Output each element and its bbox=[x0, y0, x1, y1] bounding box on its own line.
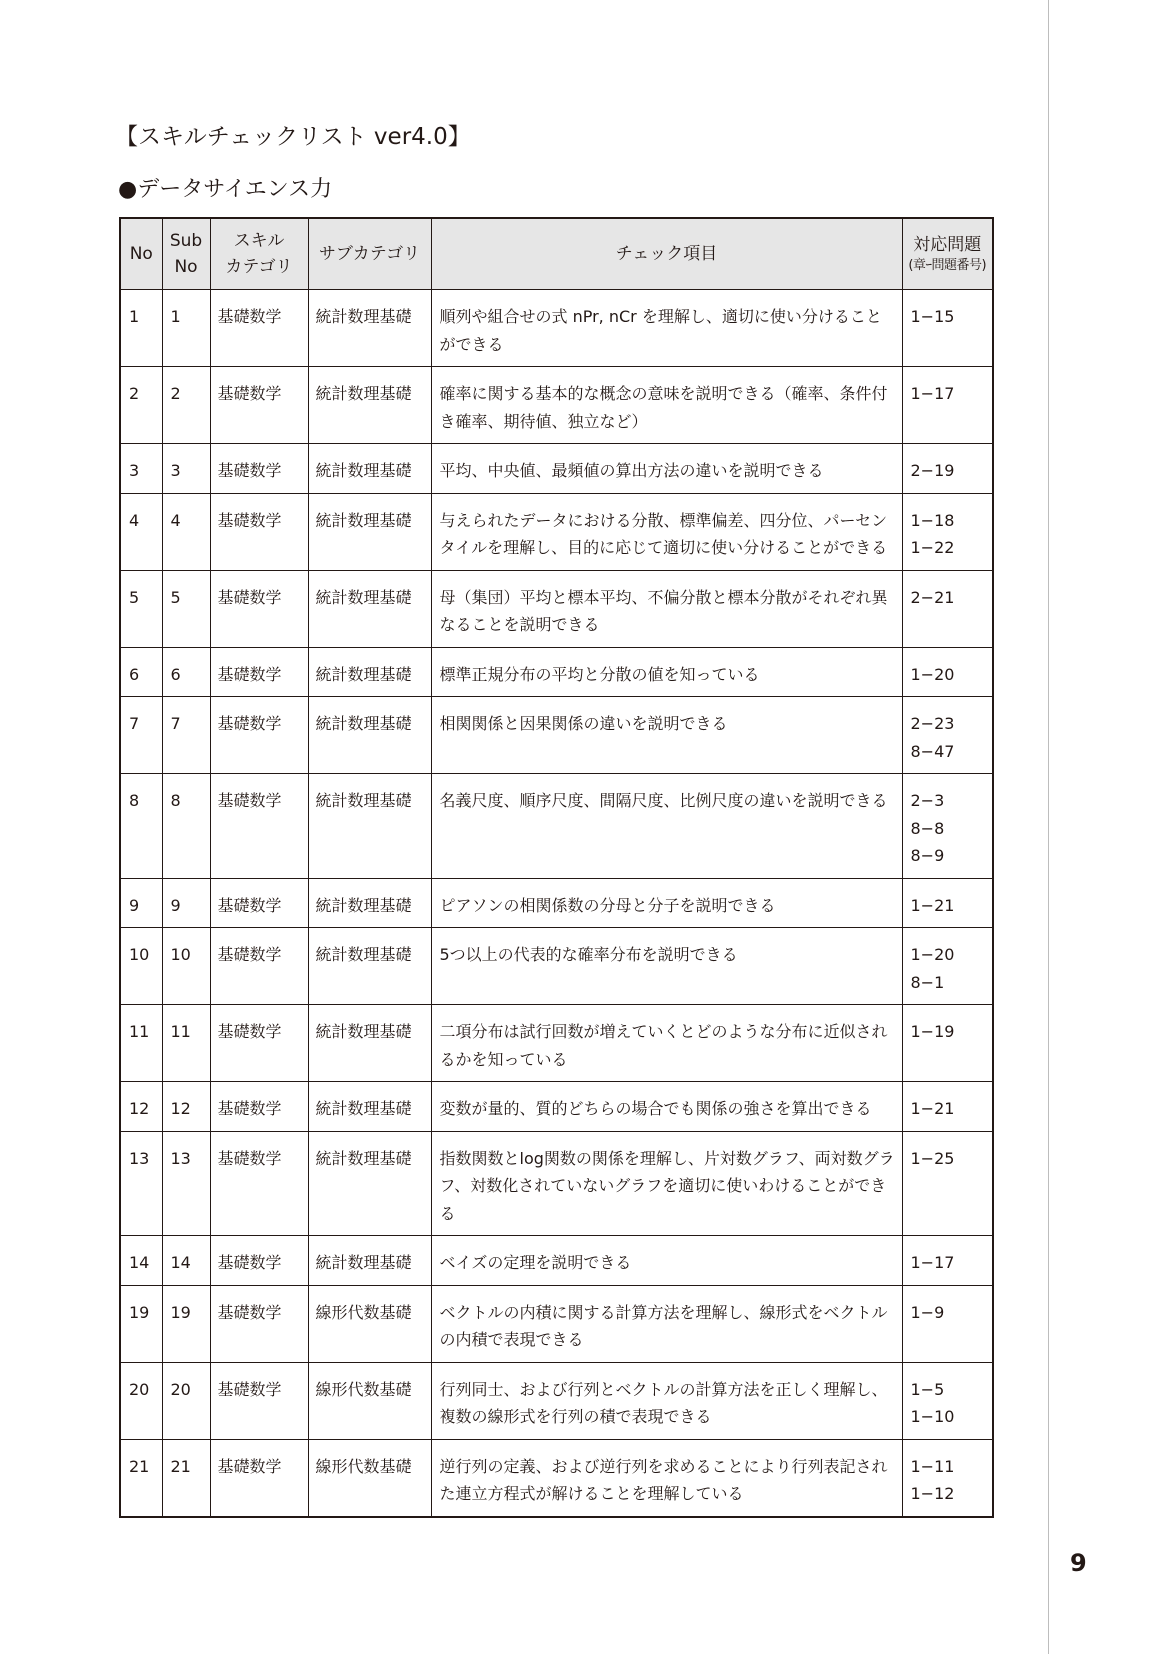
table-row bbox=[120, 774, 993, 879]
cell-skill-category: 基礎数学 bbox=[210, 1005, 308, 1082]
ref-entry: 1−25 bbox=[910, 1148, 955, 1168]
cell-no: 1 bbox=[120, 290, 162, 367]
cell-ref bbox=[902, 1362, 993, 1439]
cell-subcategory: 線形代数基礎 bbox=[308, 1285, 431, 1362]
cell-no: 21 bbox=[120, 1439, 162, 1517]
cell-ref bbox=[902, 878, 993, 928]
header-subcategory: サブカテゴリ bbox=[308, 218, 431, 290]
skill-check-table bbox=[119, 217, 994, 1518]
table-row bbox=[120, 1236, 993, 1286]
header-no: No bbox=[120, 218, 162, 290]
ref-entry: 1−17 bbox=[910, 1253, 955, 1272]
cell-skill-category: 基礎数学 bbox=[210, 1362, 308, 1439]
ref-entry: 1−15 bbox=[910, 307, 955, 326]
cell-skill-category: 基礎数学 bbox=[210, 878, 308, 928]
table-row bbox=[120, 1005, 993, 1082]
cell-subcategory: 統計数理基礎 bbox=[308, 570, 431, 647]
cell-ref bbox=[902, 493, 993, 570]
cell-check-item: 母（集団）平均と標本平均、不偏分散と標本分散がそれぞれ異なることを説明できる bbox=[431, 570, 902, 647]
ref-entry: 1−21 bbox=[910, 1099, 955, 1118]
cell-check-item: 二項分布は試行回数が増えていくとどのような分布に近似されるかを知っている bbox=[431, 1005, 902, 1082]
cell-check-item: 相関関係と因果関係の違いを説明できる bbox=[431, 697, 902, 774]
cell-ref bbox=[902, 1005, 993, 1082]
cell-subcategory: 統計数理基礎 bbox=[308, 1131, 431, 1236]
ref-entry: 1−17 bbox=[910, 384, 955, 403]
cell-subcategory: 統計数理基礎 bbox=[308, 290, 431, 367]
cell-sub-no: 19 bbox=[162, 1285, 210, 1362]
cell-ref bbox=[902, 1285, 993, 1362]
cell-sub-no: 10 bbox=[162, 928, 210, 1005]
cell-no: 9 bbox=[120, 878, 162, 928]
cell-ref bbox=[902, 444, 993, 494]
ref-entry: 2−19 bbox=[910, 461, 955, 480]
cell-subcategory: 統計数理基礎 bbox=[308, 367, 431, 444]
cell-skill-category: 基礎数学 bbox=[210, 570, 308, 647]
cell-check-item: ベイズの定理を説明できる bbox=[431, 1236, 902, 1286]
table-row bbox=[120, 928, 993, 1005]
cell-check-item: 与えられたデータにおける分散、標準偏差、四分位、パーセンタイルを理解し、目的に応じて適切に使い分けることができる bbox=[431, 493, 902, 570]
cell-ref bbox=[902, 367, 993, 444]
cell-ref bbox=[902, 647, 993, 697]
table-header-row bbox=[120, 218, 993, 290]
cell-skill-category: 基礎数学 bbox=[210, 647, 308, 697]
table-row bbox=[120, 1082, 993, 1132]
ref-entry: 1−20 bbox=[910, 945, 955, 964]
table-row bbox=[120, 1131, 993, 1236]
table-row bbox=[120, 570, 993, 647]
cell-no: 13 bbox=[120, 1131, 162, 1236]
table-row bbox=[120, 1285, 993, 1362]
cell-sub-no: 1 bbox=[162, 290, 210, 367]
table-row bbox=[120, 367, 993, 444]
cell-ref bbox=[902, 697, 993, 774]
cell-no: 10 bbox=[120, 928, 162, 1005]
table-row bbox=[120, 1439, 993, 1517]
cell-ref bbox=[902, 1439, 993, 1517]
cell-subcategory: 統計数理基礎 bbox=[308, 444, 431, 494]
cell-subcategory: 統計数理基礎 bbox=[308, 928, 431, 1005]
table-row bbox=[120, 290, 993, 367]
table-row bbox=[120, 647, 993, 697]
page-title: 【スキルチェックリスト ver4.0】 bbox=[115, 124, 471, 150]
cell-sub-no: 20 bbox=[162, 1362, 210, 1439]
cell-skill-category: 基礎数学 bbox=[210, 1082, 308, 1132]
cell-check-item: ピアソンの相関係数の分母と分子を説明できる bbox=[431, 878, 902, 928]
table-row bbox=[120, 493, 993, 570]
table-row bbox=[120, 1362, 993, 1439]
cell-sub-no: 4 bbox=[162, 493, 210, 570]
cell-subcategory: 線形代数基礎 bbox=[308, 1439, 431, 1517]
cell-no: 19 bbox=[120, 1285, 162, 1362]
cell-skill-category: 基礎数学 bbox=[210, 444, 308, 494]
cell-skill-category: 基礎数学 bbox=[210, 774, 308, 879]
cell-ref bbox=[902, 290, 993, 367]
header-sub-no: Sub No bbox=[162, 218, 210, 290]
ref-entry: 1−18 bbox=[910, 510, 955, 530]
header-skill-category: スキル カテゴリ bbox=[210, 218, 308, 290]
cell-no: 6 bbox=[120, 647, 162, 697]
cell-check-item: 行列同士、および行列とベクトルの計算方法を正しく理解し、複数の線形式を行列の積で表現できる bbox=[431, 1362, 902, 1439]
table-row bbox=[120, 697, 993, 774]
ref-entry: 1−9 bbox=[910, 1302, 945, 1322]
cell-skill-category: 基礎数学 bbox=[210, 697, 308, 774]
cell-sub-no: 11 bbox=[162, 1005, 210, 1082]
header-check-item: チェック項目 bbox=[431, 218, 902, 290]
cell-skill-category: 基礎数学 bbox=[210, 1131, 308, 1236]
cell-subcategory: 統計数理基礎 bbox=[308, 1005, 431, 1082]
cell-ref bbox=[902, 570, 993, 647]
table-row bbox=[120, 444, 993, 494]
cell-check-item: 平均、中央値、最頻値の算出方法の違いを説明できる bbox=[431, 444, 902, 494]
cell-sub-no: 12 bbox=[162, 1082, 210, 1132]
ref-entry: 8−47 bbox=[910, 741, 955, 761]
table-row bbox=[120, 878, 993, 928]
cell-no: 7 bbox=[120, 697, 162, 774]
cell-skill-category: 基礎数学 bbox=[210, 367, 308, 444]
cell-sub-no: 21 bbox=[162, 1439, 210, 1517]
cell-sub-no: 13 bbox=[162, 1131, 210, 1236]
cell-sub-no: 14 bbox=[162, 1236, 210, 1286]
ref-entry: 1−10 bbox=[910, 1407, 955, 1426]
cell-check-item: 指数関数とlog関数の関係を理解し、片対数グラフ、両対数グラフ、対数化されていないグラフを適切に使いわけることができる bbox=[431, 1131, 902, 1236]
cell-subcategory: 統計数理基礎 bbox=[308, 1236, 431, 1286]
cell-ref bbox=[902, 1082, 993, 1132]
cell-subcategory: 統計数理基礎 bbox=[308, 878, 431, 928]
cell-skill-category: 基礎数学 bbox=[210, 928, 308, 1005]
ref-entry: 1−22 bbox=[910, 538, 955, 557]
cell-sub-no: 7 bbox=[162, 697, 210, 774]
cell-sub-no: 8 bbox=[162, 774, 210, 879]
cell-skill-category: 基礎数学 bbox=[210, 1285, 308, 1362]
cell-subcategory: 統計数理基礎 bbox=[308, 697, 431, 774]
ref-entry: 1−20 bbox=[910, 664, 955, 684]
cell-no: 4 bbox=[120, 493, 162, 570]
cell-check-item: 順列や組合せの式 nPr, nCr を理解し、適切に使い分けることができる bbox=[431, 290, 902, 367]
cell-no: 14 bbox=[120, 1236, 162, 1286]
ref-entry: 1−21 bbox=[910, 895, 955, 915]
cell-sub-no: 3 bbox=[162, 444, 210, 494]
ref-entry: 2−21 bbox=[910, 587, 955, 607]
ref-entry: 2−3 bbox=[910, 791, 945, 810]
cell-ref bbox=[902, 774, 993, 879]
cell-skill-category: 基礎数学 bbox=[210, 1236, 308, 1286]
cell-skill-category: 基礎数学 bbox=[210, 290, 308, 367]
header-ref: 対応問題 (章ｰ問題番号) bbox=[902, 218, 993, 290]
cell-ref bbox=[902, 1131, 993, 1236]
cell-no: 11 bbox=[120, 1005, 162, 1082]
cell-no: 12 bbox=[120, 1082, 162, 1132]
ref-entry: 2−23 bbox=[910, 714, 955, 733]
cell-check-item: 変数が量的、質的どちらの場合でも関係の強さを算出できる bbox=[431, 1082, 902, 1132]
cell-subcategory: 統計数理基礎 bbox=[308, 1082, 431, 1132]
cell-check-item: 名義尺度、順序尺度、間隔尺度、比例尺度の違いを説明できる bbox=[431, 774, 902, 879]
cell-skill-category: 基礎数学 bbox=[210, 1439, 308, 1517]
ref-entry: 1−5 bbox=[910, 1379, 945, 1399]
ref-entry: 1−11 bbox=[910, 1456, 955, 1476]
cell-no: 5 bbox=[120, 570, 162, 647]
cell-no: 3 bbox=[120, 444, 162, 494]
cell-ref bbox=[902, 1236, 993, 1286]
ref-entry: 8−9 bbox=[910, 846, 945, 865]
cell-sub-no: 2 bbox=[162, 367, 210, 444]
cell-check-item: 逆行列の定義、および逆行列を求めることにより行列表記された連立方程式が解けることを理解している bbox=[431, 1439, 902, 1517]
cell-sub-no: 5 bbox=[162, 570, 210, 647]
cell-check-item: 標準正規分布の平均と分散の値を知っている bbox=[431, 647, 902, 697]
ref-entry: 1−12 bbox=[910, 1484, 955, 1503]
ref-entry: 1−19 bbox=[910, 1022, 955, 1041]
cell-skill-category: 基礎数学 bbox=[210, 493, 308, 570]
cell-sub-no: 6 bbox=[162, 647, 210, 697]
cell-no: 20 bbox=[120, 1362, 162, 1439]
ref-entry: 8−1 bbox=[910, 972, 945, 992]
cell-no: 2 bbox=[120, 367, 162, 444]
cell-subcategory: 統計数理基礎 bbox=[308, 647, 431, 697]
cell-ref bbox=[902, 928, 993, 1005]
page-edge-line bbox=[1048, 0, 1049, 1654]
cell-subcategory: 線形代数基礎 bbox=[308, 1362, 431, 1439]
cell-check-item: 5つ以上の代表的な確率分布を説明できる bbox=[431, 928, 902, 1005]
cell-subcategory: 統計数理基礎 bbox=[308, 493, 431, 570]
cell-sub-no: 9 bbox=[162, 878, 210, 928]
cell-subcategory: 統計数理基礎 bbox=[308, 774, 431, 879]
page-number: 9 bbox=[1070, 1549, 1087, 1577]
cell-check-item: ベクトルの内積に関する計算方法を理解し、線形式をベクトルの内積で表現できる bbox=[431, 1285, 902, 1362]
ref-entry: 8−8 bbox=[910, 818, 945, 838]
cell-no: 8 bbox=[120, 774, 162, 879]
cell-check-item: 確率に関する基本的な概念の意味を説明できる（確率、条件付き確率、期待値、独立など） bbox=[431, 367, 902, 444]
section-heading: ●データサイエンス力 bbox=[118, 177, 333, 202]
